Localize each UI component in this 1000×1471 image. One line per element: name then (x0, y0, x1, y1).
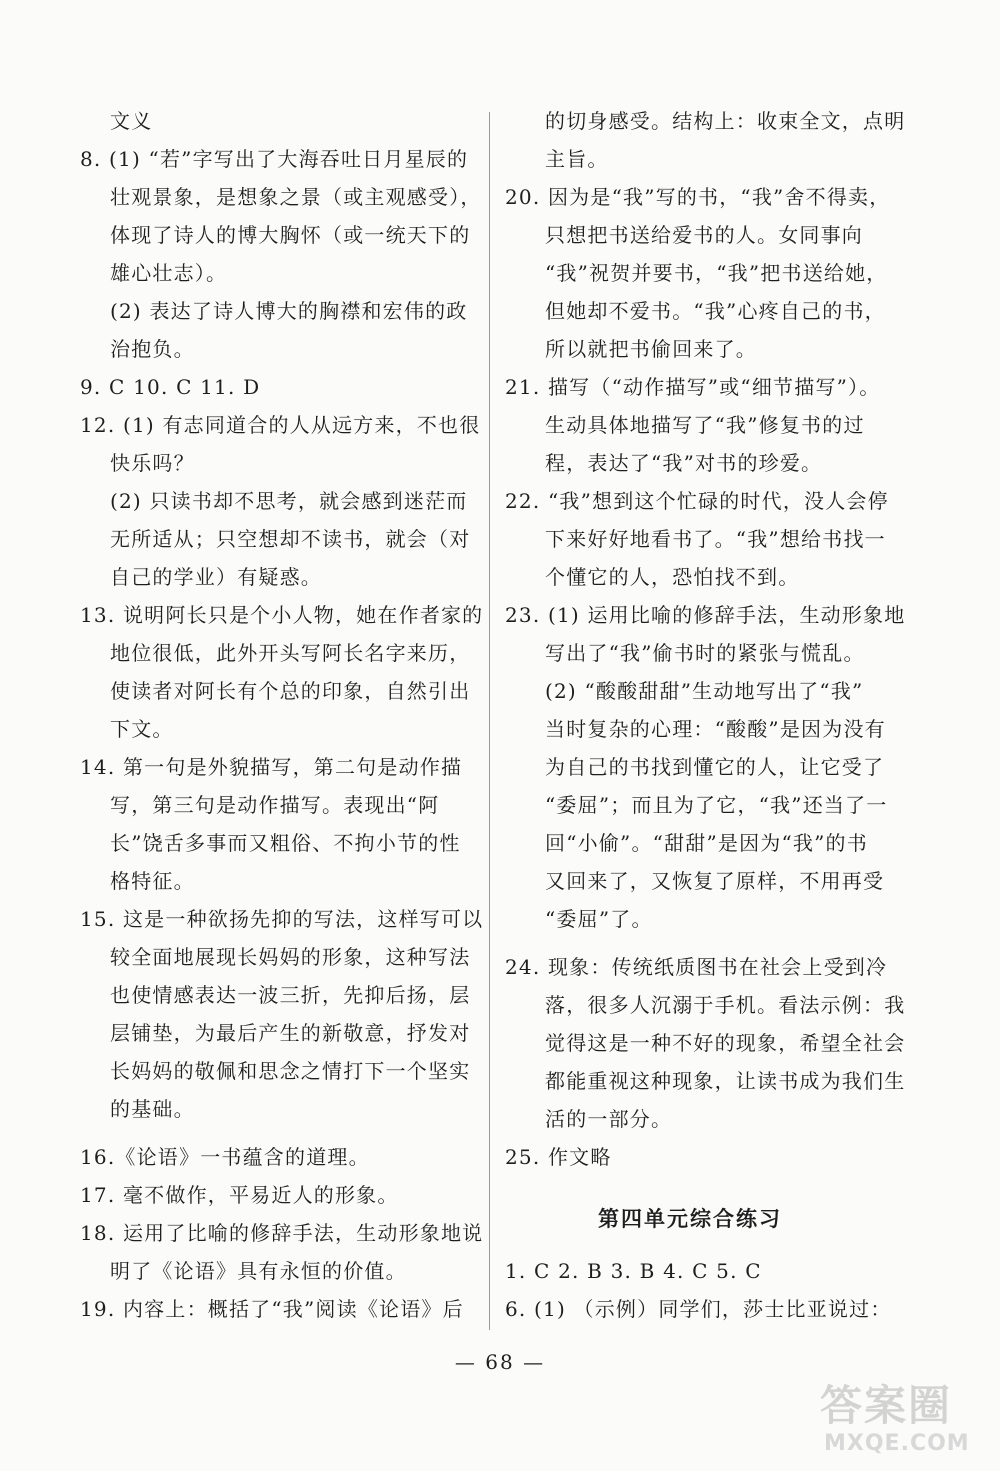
answer-line: 23. (1) 运用比喻的修辞手法，生动形象地 (505, 603, 906, 627)
answer-line: 17. 毫不做作，平易近人的形象。 (80, 1183, 399, 1207)
answer-line: 22. “我”想到这个忙碌的时代，没人会停 (505, 489, 889, 513)
answer-line: 9. C 10. C 11. D (80, 375, 261, 399)
answer-line: 地位很低，此外开头写阿长名字来历， (110, 641, 471, 665)
answer-line: 14. 第一句是外貌描写，第二句是动作描 (80, 755, 463, 779)
answer-line: “我”祝贺并要书，“我”把书送给她， (545, 261, 888, 285)
answer-line: 程，表达了“我”对书的珍爱。 (545, 451, 823, 475)
answer-line: 体现了诗人的博大胸怀（或一统天下的 (110, 223, 471, 247)
answer-line: (2) 表达了诗人博大的胸襟和宏伟的政 (110, 299, 468, 323)
answer-line: 壮观景象，是想象之景（或主观感受）， (110, 185, 482, 209)
answer-line: 但她却不爱书。“我”心疼自己的书， (545, 299, 886, 323)
answer-line: 使读者对阿长有个总的印象，自然引出 (110, 679, 471, 703)
watermark-url: MXQE.COM (824, 1431, 970, 1456)
answer-line: 层铺垫，为最后产生的新敬意，抒发对 (110, 1021, 471, 1045)
answer-line: 为自己的书找到懂它的人，让它受了 (545, 755, 885, 779)
watermark (820, 1373, 990, 1463)
answer-line: 都能重视这种现象，让读书成为我们生 (545, 1069, 906, 1093)
answer-line: 快乐吗？ (110, 451, 195, 475)
answer-line: “委屈”了。 (545, 907, 653, 931)
answer-line: 下文。 (110, 717, 174, 741)
answer-line: 自己的学业）有疑惑。 (110, 565, 322, 589)
answer-line: 无所适从；只空想却不读书，就会（对 (110, 527, 471, 551)
answer-line: 15. 这是一种欲扬先抑的写法，这样写可以 (80, 907, 484, 931)
answer-line: 回“小偷”。“甜甜”是因为“我”的书 (545, 831, 868, 855)
answer-line: (2) 只读书却不思考，就会感到迷茫而 (110, 489, 468, 513)
answer-line: 16.《论语》一书蕴含的道理。 (80, 1145, 370, 1169)
answer-line: 主旨。 (545, 147, 609, 171)
answer-line: 明了《论语》具有永恒的价值。 (110, 1259, 407, 1283)
answer-line: 的切身感受。结构上：收束全文，点明 (545, 109, 906, 133)
answer-line: 13. 说明阿长只是个小人物，她在作者家的 (80, 603, 484, 627)
answer-line: 8. (1) “若”字写出了大海吞吐日月星辰的 (80, 147, 469, 171)
answer-line: 19. 内容上：概括了“我”阅读《论语》后 (80, 1297, 464, 1321)
answer-line: 也使情感表达一波三折，先抑后扬，层 (110, 983, 471, 1007)
answer-line: 又回来了，又恢复了原样，不用再受 (545, 869, 885, 893)
answer-line: 24. 现象：传统纸质图书在社会上受到冷 (505, 955, 888, 979)
answer-line: 写，第三句是动作描写。表现出“阿 (110, 793, 440, 817)
answer-line: 21. 描写（“动作描写”或“细节描写”）。 (505, 375, 881, 399)
answer-line: 20. 因为是“我”写的书，“我”舍不得卖， (505, 185, 891, 209)
answer-line: 个懂它的人，恐怕找不到。 (545, 565, 800, 589)
answer-line: 雄心壮志）。 (110, 261, 228, 285)
answer-line: 活的一部分。 (545, 1107, 673, 1131)
watermark-logo: 答案圈 (820, 1381, 953, 1430)
answer-line: 25. 作文略 (505, 1145, 612, 1169)
answer-line: 格特征。 (110, 869, 195, 893)
answer-line: 的基础。 (110, 1097, 195, 1121)
page-number: — 68 — (454, 1350, 546, 1374)
answer-line: 12. (1) 有志同道合的人从远方来，不也很 (80, 413, 481, 437)
answer-line: (2) “酸酸甜甜”生动地写出了“我” (545, 679, 864, 703)
answer-line: 6. (1) （示例）同学们，莎士比亚说过： (505, 1297, 892, 1321)
section-heading: 第四单元综合练习 (598, 1206, 782, 1231)
answer-line: 1. C 2. B 3. B 4. C 5. C (505, 1259, 762, 1283)
answer-line: 较全面地展现长妈妈的形象，这种写法 (110, 945, 471, 969)
answer-line: 生动具体地描写了“我”修复书的过 (545, 413, 865, 437)
answer-line: 所以就把书偷回来了。 (545, 337, 757, 361)
column-divider (489, 112, 490, 1330)
answer-line: 当时复杂的心理：“酸酸”是因为没有 (545, 717, 886, 741)
answer-line: 下来好好地看书了。“我”想给书找一 (545, 527, 886, 551)
answer-line: 写出了“我”偷书时的紧张与慌乱。 (545, 641, 865, 665)
answer-line: 长”饶舌多事而又粗俗、不拘小节的性 (110, 831, 461, 855)
answer-line: 只想把书送给爱书的人。女同事向 (545, 223, 863, 247)
answer-line: 18. 运用了比喻的修辞手法，生动形象地说 (80, 1221, 484, 1245)
answer-line: 落，很多人沉溺于手机。看法示例：我 (545, 993, 906, 1017)
answer-line: 觉得这是一种不好的现象，希望全社会 (545, 1031, 906, 1055)
answer-line: “委屈”；而且为了它，“我”还当了一 (545, 793, 888, 817)
answer-line: 文义 (110, 109, 153, 133)
answer-line: 长妈妈的敬佩和思念之情打下一个坚实 (110, 1059, 471, 1083)
answer-line: 治抱负。 (110, 337, 195, 361)
